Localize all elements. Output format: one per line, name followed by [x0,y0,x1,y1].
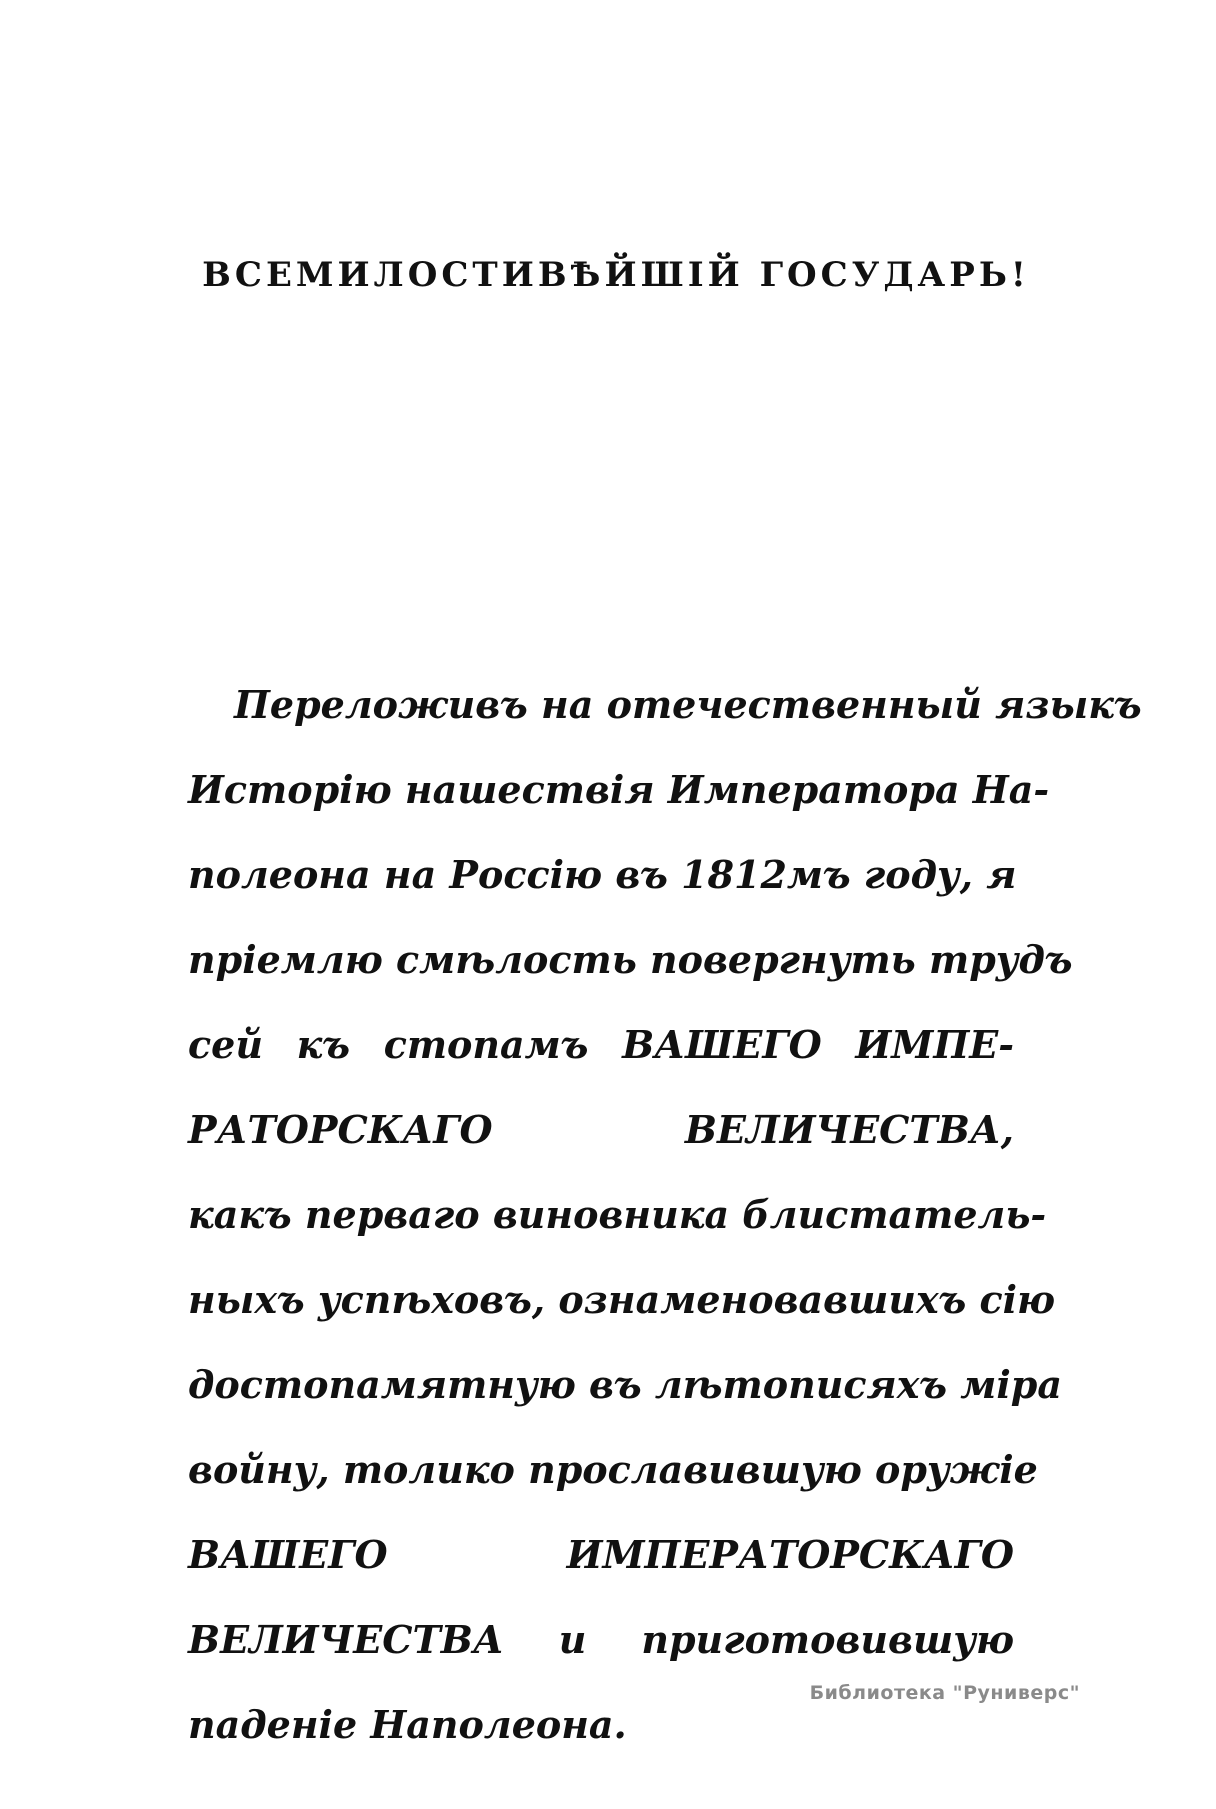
library-watermark: Библиотека "Руниверс" [809,1682,1080,1704]
text-line: пріемлю смѣлость повергнуть трудъ [188,937,1073,982]
text-line: достопамятную въ лѣтописяхъ міра [188,1362,1062,1407]
text-line: войну, толико прославившую оружіе [188,1447,1038,1492]
text-line: РАТОРСКАГО ВЕЛИЧЕСТВА, [188,1107,1014,1152]
text-line: ВЕЛИЧЕСТВА и приготовившую [188,1617,1014,1662]
text-line: сей къ стопамъ ВАШЕГО ИМПЕ- [188,1022,1014,1067]
dedication-heading: ВСЕМИЛОСТИВѢЙШІЙ ГОСУДАРЬ! [202,255,1030,295]
text-line: Исторію нашествія Императора На- [188,767,1050,812]
text-line: полеона на Россію въ 1812мъ году, я [188,852,1017,897]
text-line: Переложивъ на отечественный языкъ [234,682,1142,727]
text-line: ВАШЕГО ИМПЕРАТОРСКАГО [188,1532,1014,1577]
text-line-last: паденіе Наполеона. [188,1702,627,1747]
text-line: какъ перваго виновника блистатель- [188,1192,1047,1237]
dedication-body [188,662,1142,1767]
text-line: ныхъ успѣховъ, ознаменовавшихъ сію [188,1277,1056,1322]
